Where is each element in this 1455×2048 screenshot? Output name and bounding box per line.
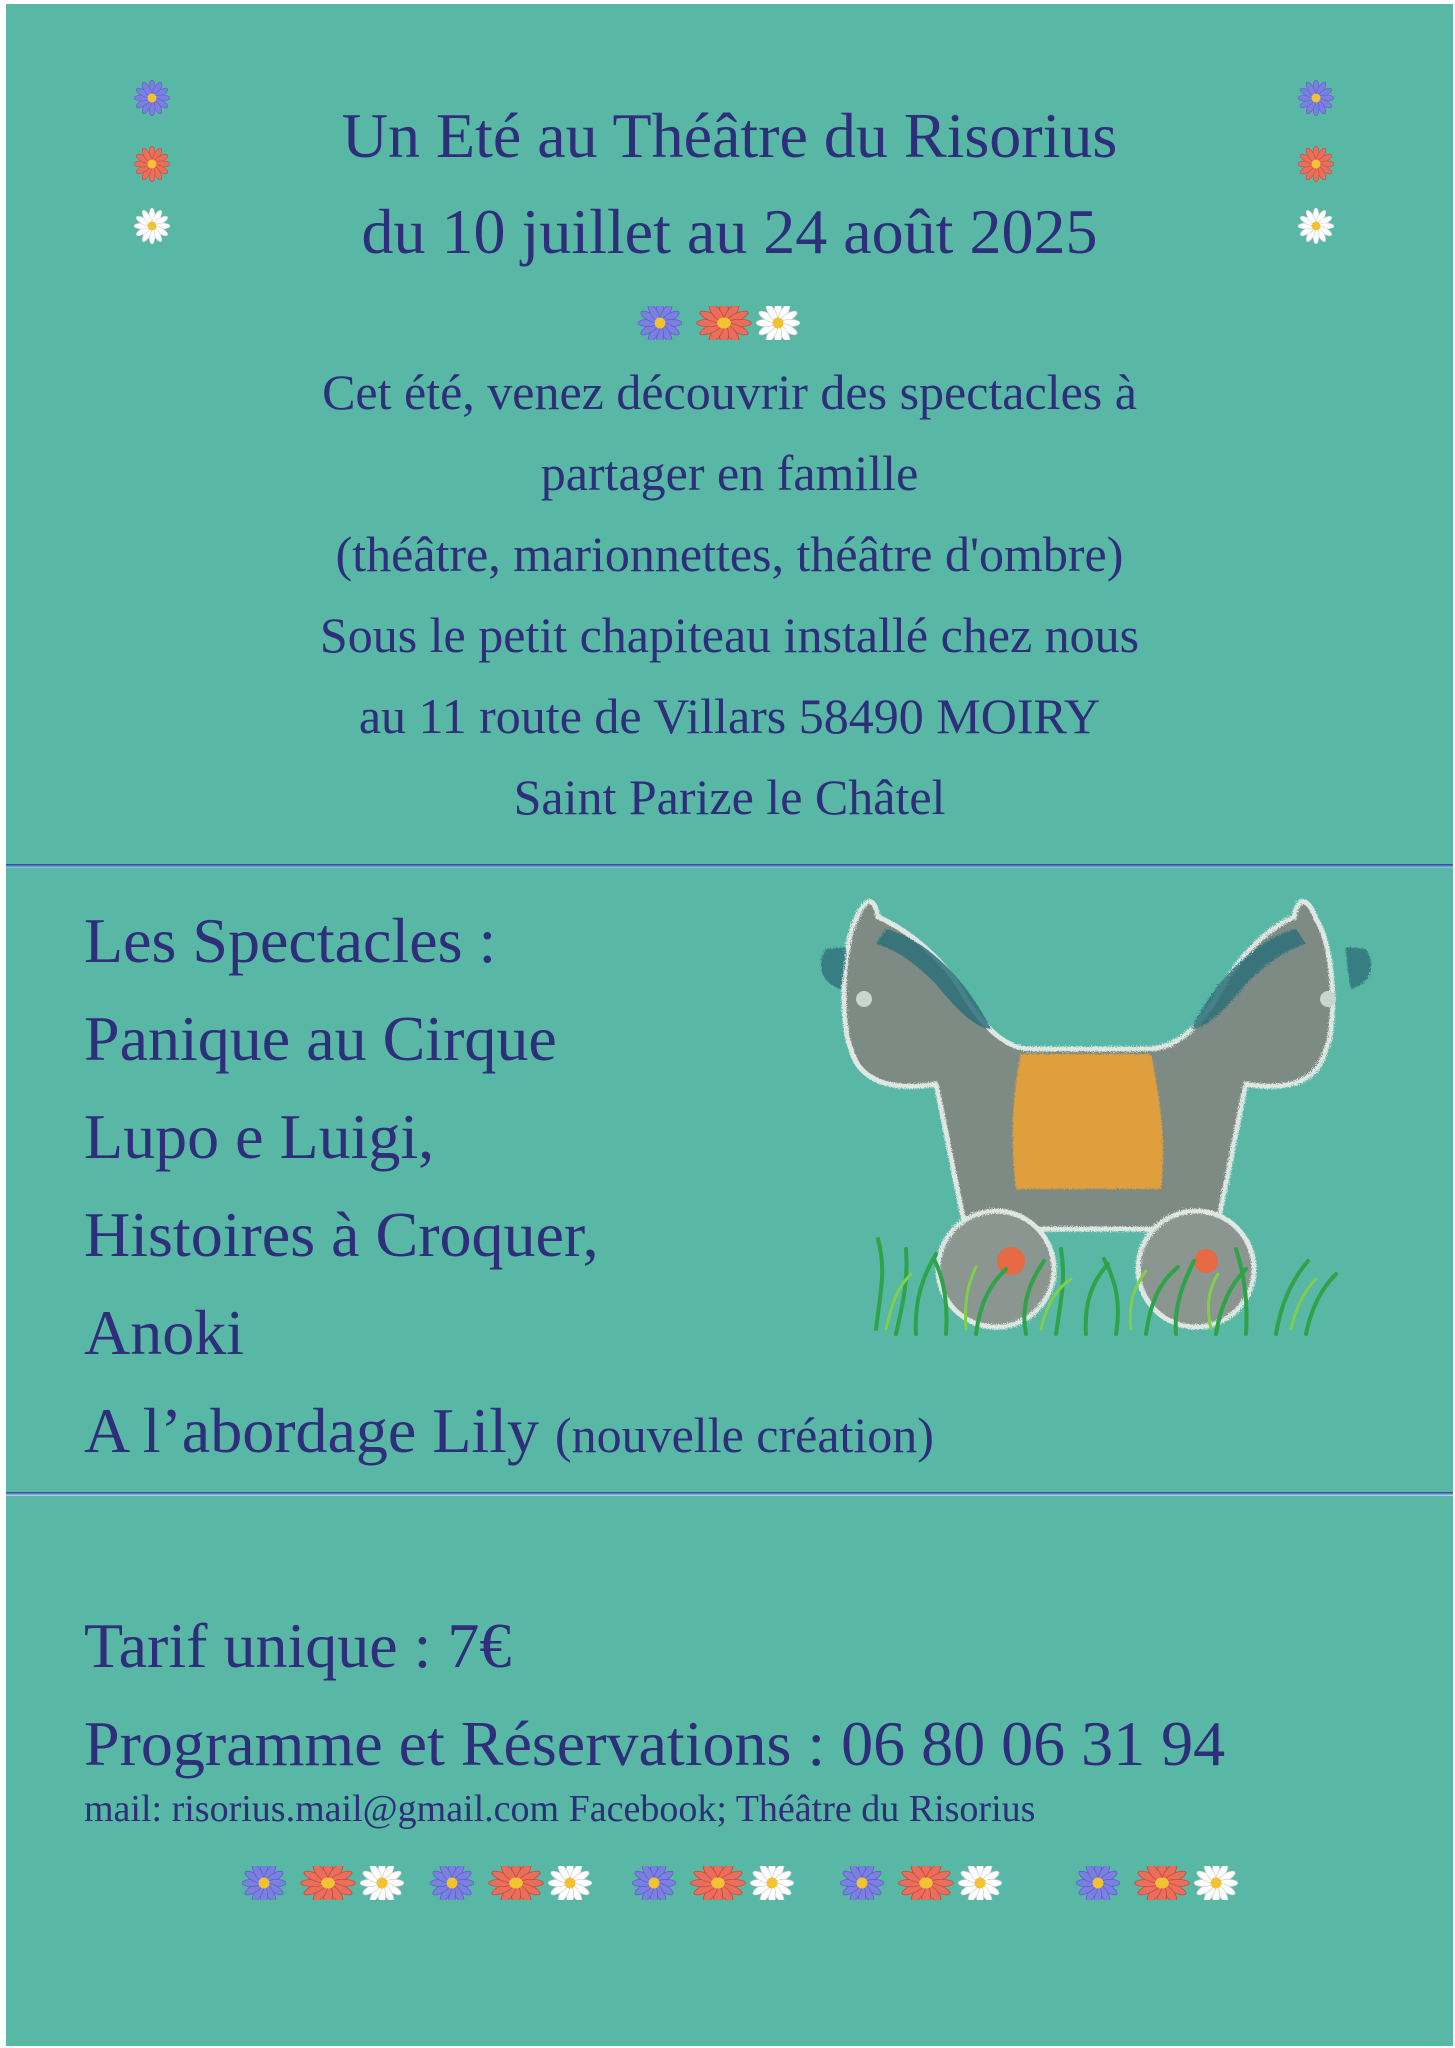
daisy-icon xyxy=(638,306,682,340)
intro-line-6: Saint Parize le Châtel xyxy=(513,769,946,825)
daisy-icon xyxy=(690,1866,746,1900)
daisy-icon xyxy=(360,1866,404,1900)
title-line-1: Un Eté au Théâtre du Risorius xyxy=(341,100,1118,171)
section-divider xyxy=(6,1492,1453,1496)
daisy-icon xyxy=(696,306,752,340)
contact-line: mail: risorius.mail@gmail.com Facebook; Théâtre du Risorius xyxy=(84,1788,1036,1830)
daisy-icon xyxy=(548,1866,592,1900)
daisy-icon xyxy=(1194,1866,1238,1900)
daisy-icon xyxy=(840,1866,884,1900)
daisy-icon xyxy=(242,1866,286,1900)
intro-line-3: (théâtre, marionnettes, théâtre d'ombre) xyxy=(335,526,1124,582)
intro-line-4: Sous le petit chapiteau installé chez nous xyxy=(319,607,1140,663)
daisy-icon xyxy=(1134,1866,1190,1900)
daisy-icon xyxy=(488,1866,544,1900)
daisy-icon xyxy=(898,1866,954,1900)
show-item-last xyxy=(84,1382,934,1484)
intro-line-1: Cet été, venez découvrir des spectacles à xyxy=(322,364,1137,420)
daisy-icon xyxy=(632,1866,676,1900)
daisy-icon xyxy=(300,1866,356,1900)
daisy-icon xyxy=(756,306,800,340)
show-item: Histoires à Croquer, xyxy=(84,1199,599,1270)
daisy-icon xyxy=(750,1866,794,1900)
daisy-icon xyxy=(1076,1866,1120,1900)
intro-line-5: au 11 route de Villars 58490 MOIRY xyxy=(358,688,1101,744)
section-divider xyxy=(6,864,1453,868)
title-line-2: du 10 juillet au 24 août 2025 xyxy=(361,196,1098,267)
reservations-text: Programme et Réservations : 06 80 06 31 94 xyxy=(84,1708,1226,1779)
show-item: A l’abordage Lily xyxy=(84,1395,539,1466)
poster xyxy=(6,4,1453,2046)
show-item: Lupo e Luigi, xyxy=(84,1101,435,1172)
tarif-text: Tarif unique : 7€ xyxy=(84,1610,512,1681)
show-item: Panique au Cirque xyxy=(84,1003,557,1074)
daisy-icon xyxy=(958,1866,1002,1900)
shows-heading: Les Spectacles : xyxy=(84,905,497,976)
show-item-note: (nouvelle création) xyxy=(554,1407,934,1463)
daisy-icon xyxy=(430,1866,474,1900)
rocking-horse-illustration xyxy=(816,889,1376,1359)
intro-line-2: partager en famille xyxy=(540,445,919,501)
show-item: Anoki xyxy=(84,1297,244,1368)
